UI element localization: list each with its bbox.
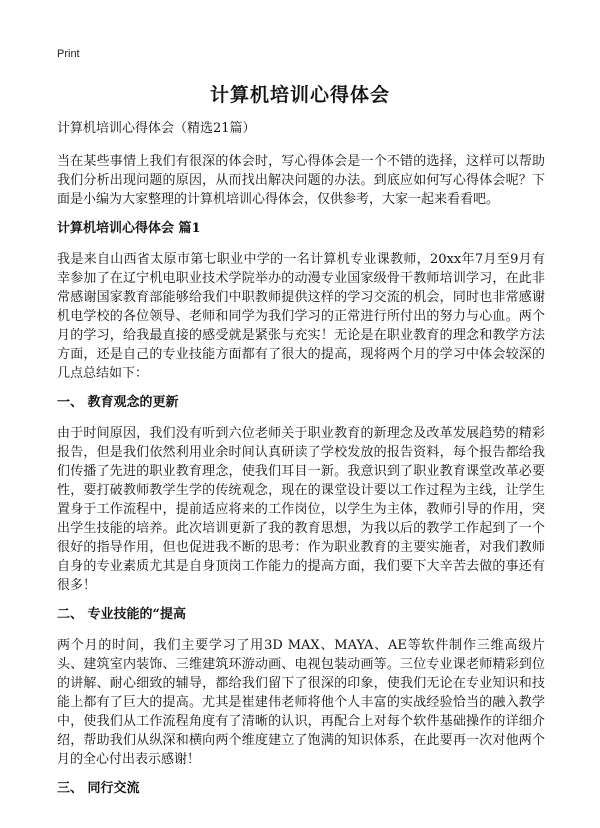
document-body (57, 119, 545, 810)
section-paragraph: 我是来自山西省太原市第七职业中学的一名计算机专业课教师，20xx年7月至9月有幸参加了在辽宁机电职业技术学院举办的动漫专业国家级骨干教师培训学习，在此非常感谢国家教育部能够给我们中职教师提供这样的学习交流的机会，同时也非常感谢机电学校的各位领导、老师和同学为我们学习的正常进行所付出的努力与心血。两个月的学习，给我最直接的感受就是紧张与充实！无论是在职业教育的理念和教学方法方面，还是自己的专业技能方面都有了很大的提高，现将两个月的学习中体会较深的几点总结如下： (57, 252, 545, 381)
document-subtitle: 计算机培训心得体会（精选21篇） (57, 121, 256, 136)
subsection-paragraph-professional-skills: 两个月的时间，我们主要学习了用3D MAX、MAYA、AE等软件制作三维高级片头、建筑室内装饰、三维建筑环游动画、电视包装动画等。三位专业课老师精彩到位的讲解、耐心细致的辅导，都给我们留下了很深的印象，使我们无论在专业知识和技能上都有了巨大的提高。尤其是崔建伟老师将他个人丰富的实战经验恰当的融入教学中，使我们从工作流程角度有了清晰的认识，再配合上对每个软件基础操作的详细介绍，帮助我们从纵深和横向两个维度建立了饱满的知识体系，在此要再一次对他两个月的全心付出表示感谢！ (57, 638, 545, 767)
subsection-paragraph-education-concept: 由于时间原因，我们没有听到六位老师关于职业教育的新理念及改革发展趋势的精彩报告，但是我们依然利用业余时间认真研读了学校发放的报告资料，每个报告都给我们传播了先进的职业教育理念，使我们耳目一新。我意识到了职业教育课堂改革必要性，要打破教师教学生学的传统观念，现在的课堂设计要以工作过程为主线，让学生置身于工作流程中，提前适应将来的工作岗位，以学生为主体，教师引导的作用，突出学生技能的培养。此次培训更新了我的教育思想，为我以后的教学工作起到了一个很好的指导作用，但也促进我不断的思考：作为职业教育的主要实施者，对我们教师自身的专业素质尤其是自身顶岗工作能力的提高方面，我们要下大辛苦去做的事还有很多！ (57, 426, 545, 593)
subsection-heading-education-concept: 一、 教育观念的更新 (57, 395, 179, 410)
subsection-heading-peer-exchange: 三、 同行交流 (57, 781, 140, 796)
intro-paragraph: 当在某些事情上我们有很深的体会时，写心得体会是一个不错的选择，这样可以帮助我们分析出现问题的原因，从而找出解决问题的办法。到底应如何写心得体会呢？下面是小编为大家整理的计算机培训心得体会，仅供参考，大家一起来看看吧。 (57, 154, 545, 207)
section-heading: 计算机培训心得体会 篇1 (57, 221, 201, 236)
document-title: 计算机培训心得体会 (209, 84, 390, 106)
subsection-heading-professional-skills: 二、 专业技能的“提高 (57, 607, 187, 622)
print-label[interactable]: Print (57, 48, 80, 60)
